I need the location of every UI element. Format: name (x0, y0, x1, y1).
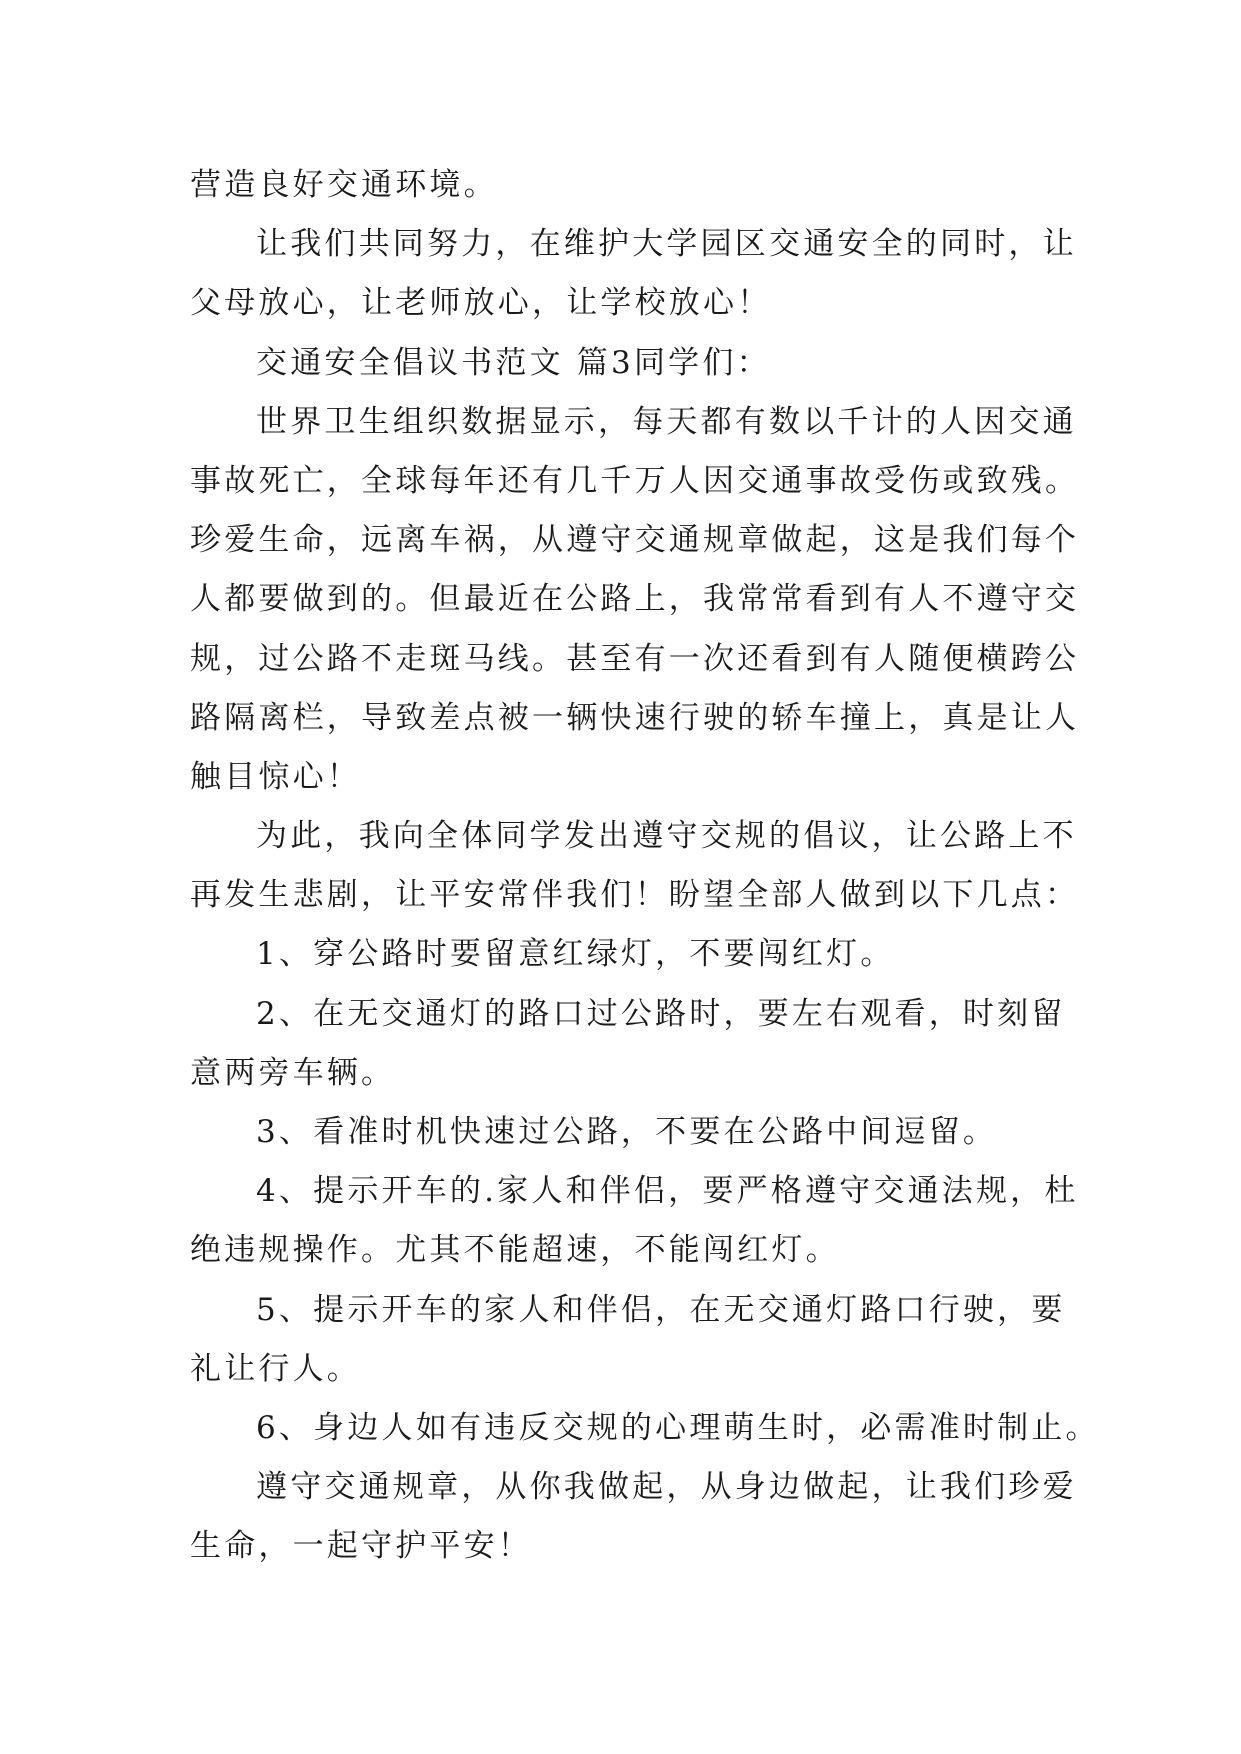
text-line: 路隔离栏，导致差点被一辆快速行驶的轿车撞上，真是让人 (190, 699, 1080, 736)
text-line: 营造良好交通环境。 (190, 167, 498, 203)
text-line: 再发生悲剧，让平安常伴我们！盼望全部人做到以下几点： (190, 877, 1080, 914)
text-line: 珍爱生命，远离车祸，从遵守交通规章做起，这是我们每个 (190, 522, 1080, 559)
text-line: 遵守交通规章，从你我做起，从身边做起，让我们珍爱 (256, 1469, 1077, 1506)
list-item: 2、在无交通灯的路口过公路时，要左右观看，时刻留 (256, 995, 1066, 1032)
text-line: 让我们共同努力，在维护大学园区交通安全的同时，让 (256, 226, 1077, 263)
text-line: 人都要做到的。但最近在公路上，我常常看到有人不遵守交 (190, 581, 1080, 618)
list-item: 4、提示开车的.家人和伴侣，要严格遵守交通法规，杜 (256, 1173, 1079, 1210)
list-item: 5、提示开车的家人和伴侣，在无交通灯路口行驶，要 (256, 1291, 1066, 1328)
list-item: 6、身边人如有违反交规的心理萌生时，必需准时制止。 (256, 1409, 1100, 1446)
text-line: 绝违规操作。尤其不能超速，不能闯红灯。 (190, 1232, 840, 1269)
list-item: 1、穿公路时要留意红绿灯，不要闯红灯。 (256, 936, 895, 973)
text-line: 世界卫生组织数据显示，每天都有数以千计的人因交通 (256, 403, 1077, 440)
section-heading: 交通安全倡议书范文 篇3同学们： (256, 344, 771, 381)
text-line: 规，过公路不走斑马线。甚至有一次还看到有人随便横跨公 (190, 640, 1080, 677)
text-line: 意两旁车辆。 (190, 1054, 396, 1091)
text-line: 触目惊心！ (190, 758, 361, 795)
text-line: 为此，我向全体同学发出遵守交规的倡议，让公路上不 (256, 818, 1077, 855)
document-body (190, 156, 1100, 1577)
text-line: 礼让行人。 (190, 1350, 361, 1387)
list-item: 3、看准时机快速过公路，不要在公路中间逗留。 (256, 1114, 998, 1150)
text-line: 父母放心，让老师放心，让学校放心！ (190, 285, 772, 322)
text-line: 生命，一起守护平安！ (190, 1528, 532, 1565)
text-line: 事故死亡，全球每年还有几千万人因交通事故受伤或致残。 (190, 462, 1080, 499)
